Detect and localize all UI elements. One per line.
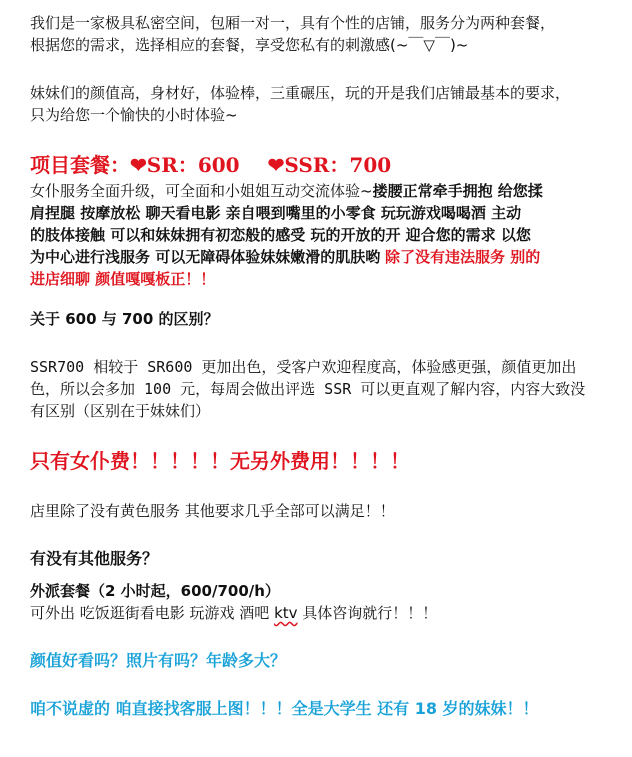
- ktv-text: ktv: [274, 604, 298, 622]
- difference-line-2: 色，所以会多加 100 元，每周会做出评选 SSR 可以更直观了解内容，内容大致没: [30, 380, 586, 398]
- difference-paragraph: [30, 356, 610, 422]
- service-line-1-bold: 搂腰正常牵手拥抱 给您揉: [372, 182, 543, 200]
- service-paragraph: [30, 180, 610, 290]
- sr-price: ❤SR：600: [130, 153, 240, 177]
- service-line-5-red: 进店细聊 颜值嘎嘎板正！！: [30, 270, 216, 288]
- outcall-details: [30, 602, 610, 624]
- difference-line-1: SSR700 相较于 SR600 更加出色，受客户欢迎程度高，体验感更强，颜值更加出: [30, 358, 577, 376]
- girls-paragraph: [30, 82, 610, 126]
- questions-line: 颜值好看吗？照片有吗？年龄多大？: [30, 651, 287, 670]
- service-line-2: 肩捏腿 按摩放松 聊天看电影 亲自喂到嘴里的小零食 玩玩游戏喝喝酒 主动: [30, 204, 522, 222]
- service-line-4: 为中心进行浅服务 可以无障碍体验妹妹嫩滑的肌肤哟: [30, 248, 381, 266]
- package-label: 项目套餐：: [30, 153, 130, 177]
- store-paragraph: 店里除了没有黄色服务 其他要求几乎全部可以满足！！: [30, 502, 395, 520]
- girls-line-1: 妹妹们的颜值高，身材好，体验棒，三重碾压，玩的开是我们店铺最基本的要求，: [30, 84, 571, 102]
- difference-title: 关于 600 与 700 的区别？: [30, 310, 219, 328]
- service-line-4-red: 除了没有违法服务 别的: [385, 248, 541, 266]
- outcall-package-title: 外派套餐（2 小时起，600/700/h）: [30, 582, 280, 600]
- fee-notice: 只有女仆费！！！！！无另外费用！！！！: [30, 449, 410, 473]
- intro-line-2: 根据您的需求，选择相应的套餐，享受您私有的刺激感(~￣▽￣)~: [30, 36, 469, 54]
- ssr-price: ❤SSR：700: [267, 153, 392, 177]
- outcall-line-a: 可外出 吃饭逛街看电影 玩游戏 酒吧: [30, 604, 275, 622]
- outcall-line-b: 具体咨询就行！！！: [297, 604, 438, 622]
- document-body: [30, 12, 610, 720]
- service-line-3: 的肢体接触 可以和妹妹拥有初恋般的感受 玩的开放的开 迎合您的需求 以您: [30, 226, 531, 244]
- intro-paragraph: [30, 12, 610, 56]
- service-line-1-normal: 女仆服务全面升级，可全面和小姐姐互动交流体验~: [30, 182, 373, 200]
- intro-line-1: 我们是一家极具私密空间，包厢一对一，具有个性的店铺，服务分为两种套餐，: [30, 14, 556, 32]
- difference-line-3: 有区别（区别在于妹妹们）: [30, 402, 211, 420]
- package-prices: [30, 152, 610, 178]
- closing-line: 咱不说虚的 咱直接找客服上图！！！全是大学生 还有 18 岁的妹妹！！: [30, 699, 539, 718]
- girls-line-2: 只为给您一个愉快的小时体验~: [30, 106, 238, 124]
- other-services-title: 有没有其他服务？: [30, 549, 159, 568]
